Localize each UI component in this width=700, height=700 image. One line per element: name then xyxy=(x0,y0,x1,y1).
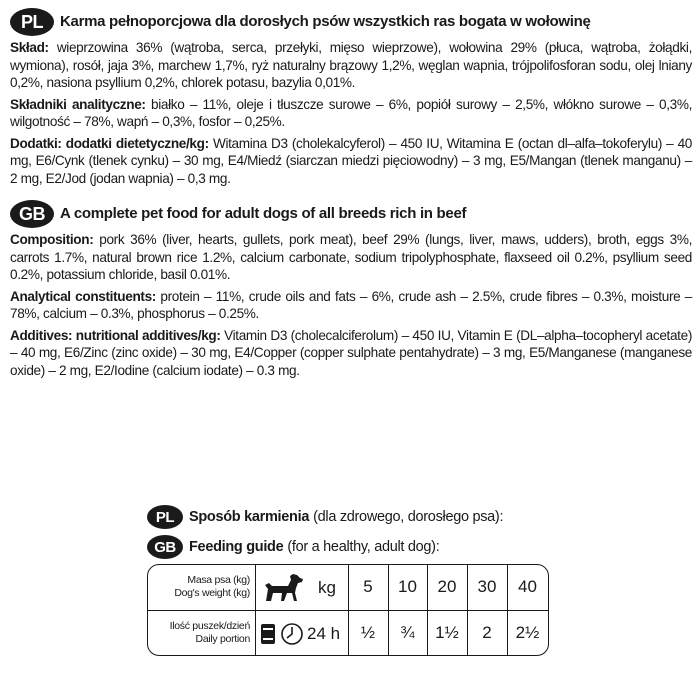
gb-title: A complete pet food for adult dogs of all breeds rich in beef xyxy=(60,205,467,222)
gb-badge: GB xyxy=(10,200,54,228)
weight-cell: 5 xyxy=(363,577,373,596)
gb-heading xyxy=(10,200,692,228)
portion-label xyxy=(154,620,250,646)
portion-label-pl: Ilość puszek/dzień xyxy=(169,620,250,632)
feeding-pl-title: Sposób karmienia xyxy=(189,509,310,525)
weight-label-gb: Dog's weight (kg) xyxy=(174,587,250,599)
feeding-gb-title: Feeding guide xyxy=(189,539,284,555)
kg-unit: kg xyxy=(318,578,336,597)
gb-analytical-label: Analytical constituents: xyxy=(10,288,156,304)
pl-additives xyxy=(10,135,692,188)
weight-cell: 30 xyxy=(477,577,497,596)
pl-analytical-text: białko – 11%, oleje i tłuszcze surowe – 6%, popiół surowy – 2,5%, włókno surowe – 0,3%, wilgotność – 78%, wapń – 0,3%, fosfor – 0,25%. xyxy=(10,96,692,129)
dog-icon xyxy=(260,571,306,605)
pl-analytical xyxy=(10,96,692,131)
feeding-gb-line xyxy=(147,535,567,559)
weight-cell: 40 xyxy=(518,577,537,596)
portion-label-gb: Daily portion xyxy=(195,633,250,645)
feeding-table xyxy=(147,564,549,656)
gb-composition-text: pork 36% (liver, hearts, gullets, pork meat), beef 29% (lungs, liver, maws, udders), broth, eggs 3%, carrots 1.7%, natural brown rice 1.2%, calcium carbonate, sodium tripolyphosphate, flaxseed oil 0.2%, psyllium seed 0.2%, potassium chloride, basil 0.01%. xyxy=(10,232,692,282)
pl-composition-text: wieprzowina 36% (wątroba, serca, przełyki, mięso wieprzowe), wołowina 29% (płuca, wątroba, żołądki, wymiona), rosół, jaja 3%, marchew 1,7%, ryż naturalny brązowy 1,2%, węglan wapnia, trójpolifosforan sodu, olej lniany 0,2%, nasiona psyllium 0,2%, chlorek potasu, bazylia 0,01%. xyxy=(10,40,692,90)
feeding-pl-line xyxy=(147,505,567,529)
portion-cell: 2½ xyxy=(515,623,540,642)
gb-analytical-text: protein – 11%, crude oils and fats – 6%, crude ash – 2.5%, crude fibres – 0.3%, moisture – 78%, calcium – 0.3%, phosphorus – 0.25%. xyxy=(10,288,692,321)
weight-label-pl: Masa psa (kg) xyxy=(187,574,250,586)
weight-icon-group xyxy=(260,571,336,605)
feeding-gb-badge: GB xyxy=(147,535,183,559)
portion-cell: 2 xyxy=(482,623,492,642)
pl-composition-label: Skład: xyxy=(10,40,49,55)
gb-additives-label: Additives: nutritional additives/kg: xyxy=(10,327,221,343)
gb-composition-label: Composition: xyxy=(10,232,94,247)
pl-title: Karma pełnoporcjowa dla dorosłych psów wszystkich ras bogata w wołowinę xyxy=(60,13,591,30)
can-icon xyxy=(260,622,276,646)
table-col-line xyxy=(255,565,256,655)
pl-analytical-label: Składniki analityczne: xyxy=(10,96,146,112)
period-value: 24 h xyxy=(307,624,341,643)
pl-additives-label: Dodatki: dodatki dietetyczne/kg: xyxy=(10,135,209,151)
pl-composition xyxy=(10,39,692,92)
feeding-pl-sub: (dla zdrowego, dorosłego psa): xyxy=(313,509,504,525)
pl-heading xyxy=(10,8,692,36)
gb-additives xyxy=(10,327,692,380)
gb-section xyxy=(10,200,692,379)
weight-label xyxy=(154,574,250,600)
clock-icon xyxy=(280,622,304,646)
pl-additives-text: Witamina D3 (cholekalcyferol) – 450 IU, Witamina E (octan dl–alfa–tokoferylu) – 40 mg, E6/Cynk (tlenek cynku) – 30 mg, E4/Miedź (siarczan miedzi pięciowodny) – 3 mg, E5/Mangan (tlenek manganu) – 2 mg, E2/Jod (jodan wapnia) – 0,3 mg. xyxy=(10,135,692,186)
gb-composition xyxy=(10,231,692,284)
pl-badge: PL xyxy=(10,8,54,36)
label-text xyxy=(10,8,692,392)
pl-section xyxy=(10,8,692,187)
feeding-gb-sub: (for a healthy, adult dog): xyxy=(287,539,440,555)
weight-cell: 20 xyxy=(437,577,457,596)
gb-additives-text: Vitamin D3 (cholecalciferolum) – 450 IU, Vitamin E (DL–alpha–tocopheryl acetate) – 40 mg, E6/Zinc (zinc oxide) – 30 mg, E4/Copper (copper sulphate pentahydrate) – 3 mg, E5/Manganese (manganese oxide) – 2 mg, E2/Iodine (calcium iodate) – 0.3 mg. xyxy=(10,327,692,378)
period-icon-group xyxy=(260,618,340,650)
portion-cell: 1½ xyxy=(435,623,459,642)
portion-cell: ½ xyxy=(360,623,376,642)
feeding-pl-badge: PL xyxy=(147,505,183,529)
weight-cell: 10 xyxy=(398,577,417,596)
feeding-guide xyxy=(147,505,567,565)
gb-analytical xyxy=(10,288,692,323)
portion-cell: ¾ xyxy=(400,623,415,642)
